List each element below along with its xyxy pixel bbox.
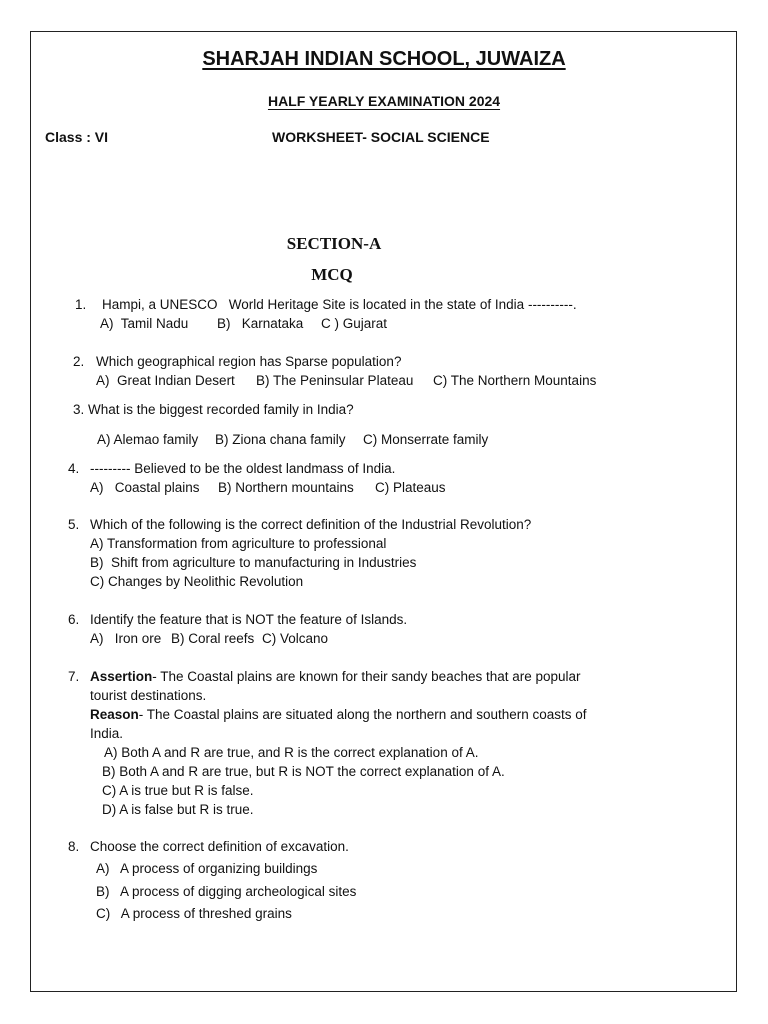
- option-c: C ) Gujarat: [321, 316, 388, 331]
- option-b: B) Coral reefs: [171, 631, 255, 646]
- question-text: --------- Believed to be the oldest landmass of India.: [90, 461, 396, 476]
- question-number: 8.: [68, 839, 80, 854]
- question-number: 5.: [68, 517, 80, 532]
- question-number: 3.: [73, 402, 85, 417]
- question-text: Choose the correct definition of excavation.: [90, 839, 349, 854]
- question-text: What is the biggest recorded family in India?: [88, 402, 354, 417]
- option-c: C) Plateaus: [375, 480, 446, 495]
- reason-label: Reason: [90, 707, 139, 722]
- option-b: B) Both A and R are true, but R is NOT the correct explanation of A.: [102, 764, 505, 779]
- option-b: B) Karnataka: [217, 316, 304, 331]
- question-number: 1.: [75, 297, 87, 312]
- section-subtitle: MCQ: [311, 265, 353, 284]
- option-c: C) Monserrate family: [363, 432, 489, 447]
- option-b: B) Shift from agriculture to manufacturing in Industries: [90, 555, 417, 570]
- question-number: 4.: [68, 461, 80, 476]
- question-text: Hampi, a UNESCO World Heritage Site is located in the state of India ----------.: [102, 297, 577, 312]
- assertion-line: [90, 669, 581, 684]
- option-b: B) Northern mountains: [218, 480, 354, 495]
- question-number: 6.: [68, 612, 80, 627]
- option-c: C) Volcano: [262, 631, 329, 646]
- option-c: C) Changes by Neolithic Revolution: [90, 574, 304, 589]
- section-title: SECTION-A: [286, 234, 382, 253]
- question-number: 2.: [73, 354, 85, 369]
- option-a: A) Transformation from agriculture to professional: [90, 536, 387, 551]
- question-text: Identify the feature that is NOT the feature of Islands.: [90, 612, 408, 627]
- option-a: A) Tamil Nadu: [100, 316, 189, 331]
- class-label: Class : VI: [45, 129, 109, 145]
- option-a: A) A process of organizing buildings: [96, 861, 318, 876]
- exam-title: HALF YEARLY EXAMINATION 2024: [267, 93, 501, 109]
- option-a: A) Both A and R are true, and R is the correct explanation of A.: [104, 745, 479, 760]
- worksheet-title: WORKSHEET- SOCIAL SCIENCE: [272, 129, 490, 145]
- option-c: C) A process of threshed grains: [96, 906, 292, 921]
- assertion-text: - The Coastal plains are known for their sandy beaches that are popular: [152, 669, 581, 684]
- option-c: C) The Northern Mountains: [433, 373, 597, 388]
- option-a: A) Alemao family: [97, 432, 199, 447]
- option-c: C) A is true but R is false.: [102, 783, 254, 798]
- option-b: B) Ziona chana family: [215, 432, 346, 447]
- reason-text-cont: India.: [90, 726, 124, 741]
- option-a: A) Iron ore: [90, 631, 162, 646]
- assertion-text-cont: tourist destinations.: [90, 688, 207, 703]
- reason-text: - The Coastal plains are situated along the northern and southern coasts of: [138, 707, 587, 722]
- option-b: B) The Peninsular Plateau: [256, 373, 414, 388]
- option-a: A) Great Indian Desert: [96, 373, 235, 388]
- question-text: Which geographical region has Sparse population?: [96, 354, 402, 369]
- school-name: SHARJAH INDIAN SCHOOL, JUWAIZA: [202, 48, 566, 70]
- option-a: A) Coastal plains: [90, 480, 200, 495]
- question-text: Which of the following is the correct definition of the Industrial Revolution?: [90, 517, 532, 532]
- reason-line: [90, 707, 587, 722]
- option-b: B) A process of digging archeological sites: [96, 884, 357, 899]
- question-number: 7.: [68, 669, 80, 684]
- assertion-label: Assertion: [90, 669, 153, 684]
- option-d: D) A is false but R is true.: [102, 802, 254, 817]
